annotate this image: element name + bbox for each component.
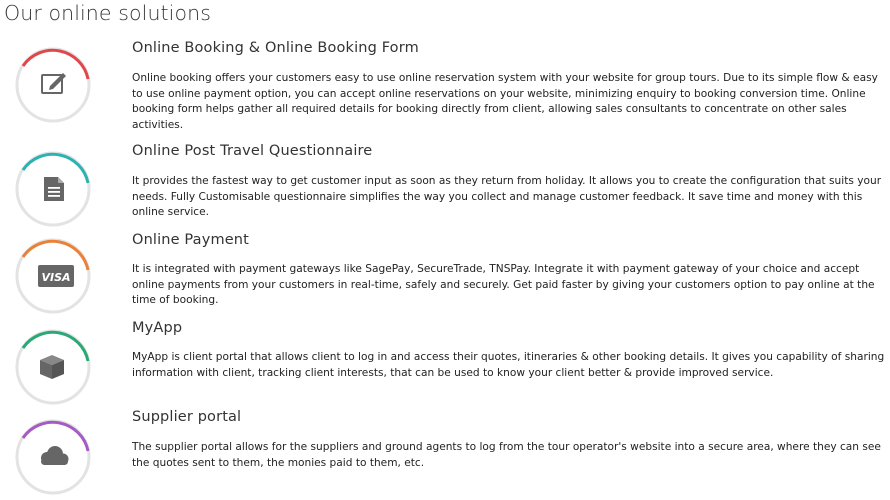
solution-title: Supplier portal [132,409,242,425]
solution-description: It provides the fastest way to get customer input as soon as they return from holiday. It allows you to create the configuration that suits your needs. Fully Customisable questionnaire simplifies the way you collect and manage customer feedback. It save time and money with this online service. [132,175,882,218]
solution-icon-badge [14,150,92,228]
solution-icon-badge [14,46,92,124]
edit-icon [14,46,92,124]
cloud-icon [14,418,92,496]
box-icon [14,328,92,406]
visa-card-icon [14,237,92,315]
solution-title: MyApp [132,320,183,336]
solution-description: MyApp is client portal that allows client to log in and access their quotes, itineraries & other booking details. It gives you capability of sharing information with client, tracking client interests, that can be used to know your client better & provide improved service. [132,351,885,379]
solution-icon-badge [14,328,92,406]
solution-description: Online booking offers your customers easy to use online reservation system with your website for group tours. Due to its simple flow & easy to use online payment option, you can accept online reservations on your website, minimizing enquiry to booking conversion time. Online booking form helps gather all required details for booking directly from client, allowing sales consultants to concentrate on other sales activities. [132,72,878,131]
visa-label: VISA [41,271,71,284]
solution-title: Online Payment [132,232,249,248]
solution-icon-badge [14,418,92,496]
document-icon [14,150,92,228]
page-title: Our online solutions [4,1,211,25]
solution-title: Online Booking & Online Booking Form [132,40,419,56]
solution-description: The supplier portal allows for the suppliers and ground agents to log from the tour operator's website into a secure area, where they can see the quotes sent to them, the monies paid to them, etc. [132,441,881,469]
solution-description: It is integrated with payment gateways like SagePay, SecureTrade, TNSPay. Integrate it with payment gateway of your choice and accept online payments from your customers in real-time, safely and securely. Get paid faster by giving your customers option to pay online at the time of booking. [132,263,875,306]
solution-icon-badge [14,237,92,315]
solution-title: Online Post Travel Questionnaire [132,143,373,159]
